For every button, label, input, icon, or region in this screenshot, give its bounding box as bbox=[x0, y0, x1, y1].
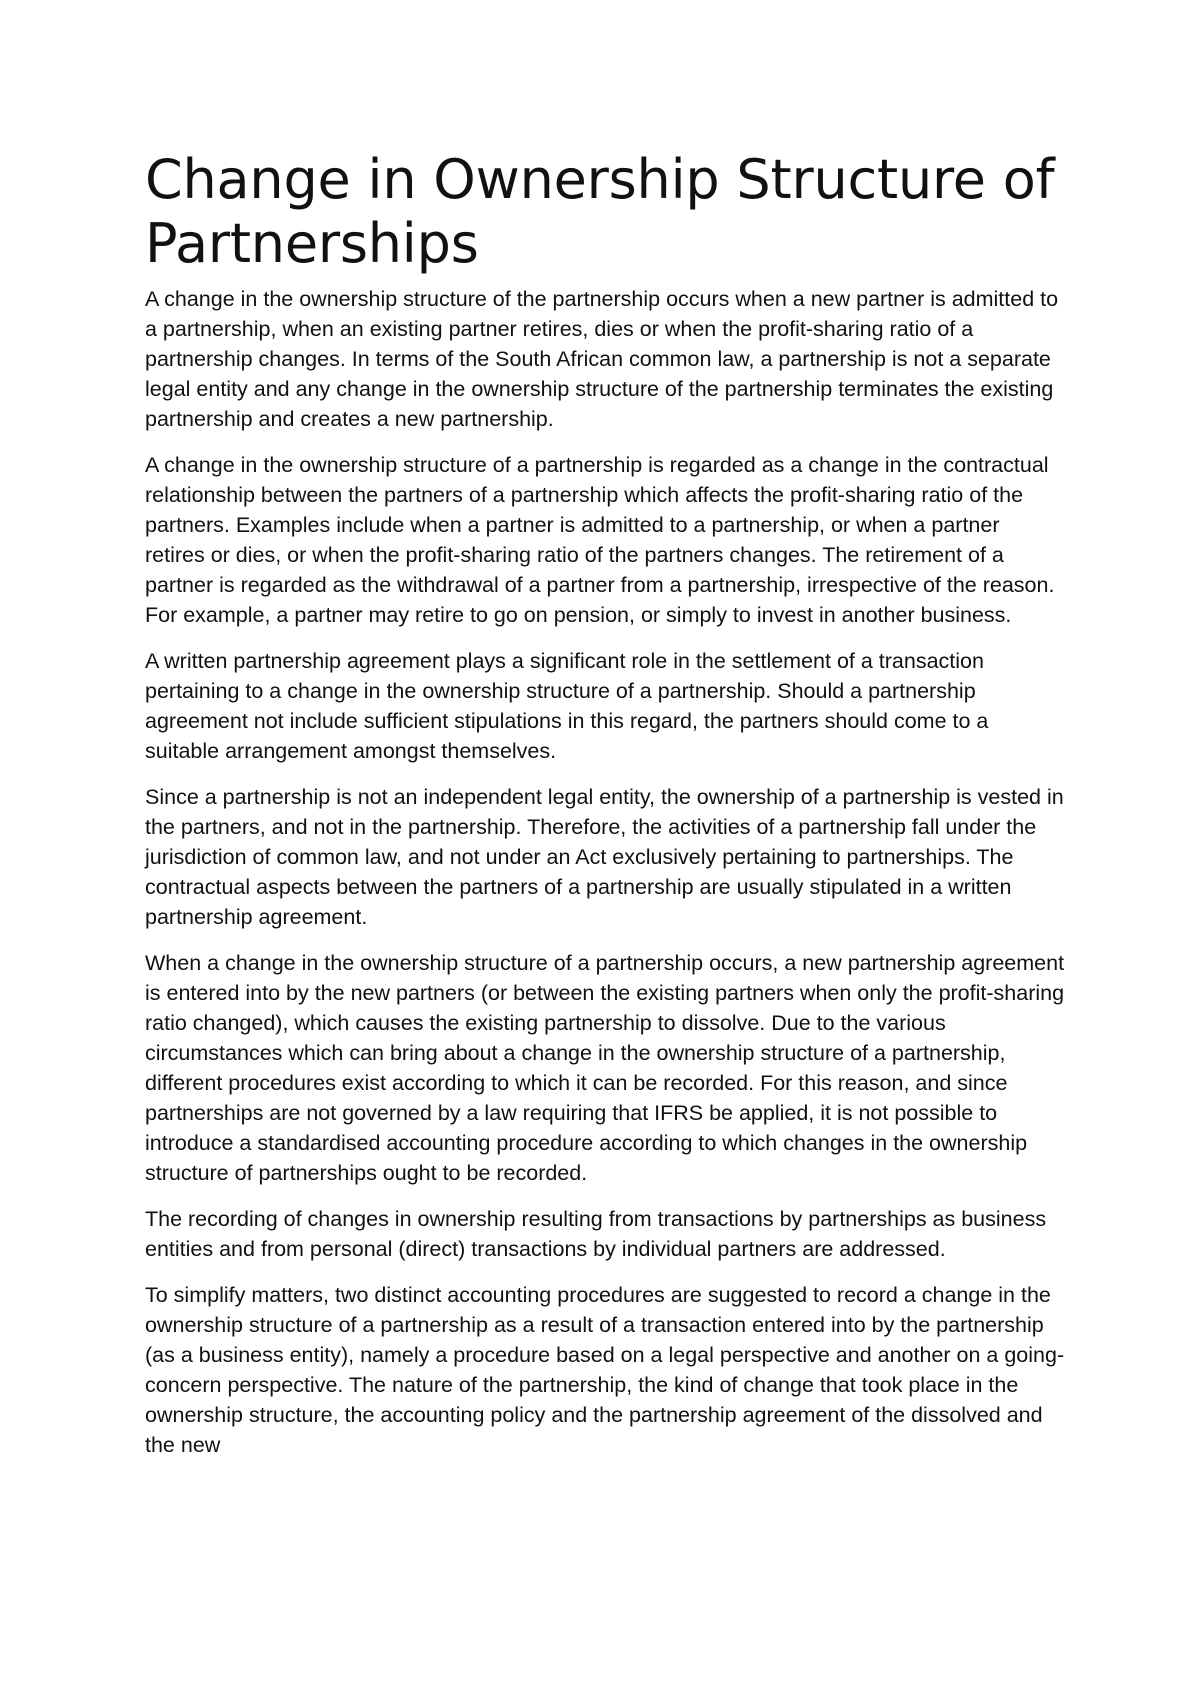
paragraph-written-agreement: A written partnership agreement plays a significant role in the settlement of a transaction pertaining to a change in the ownership structure of a partnership. Should a partnership agreement not include sufficient stipulations in this regard, the partners should come to a suitable arrangement amongst themselves. bbox=[145, 649, 989, 763]
paragraph-accounting-procedures: To simplify matters, two distinct accounting procedures are suggested to record a change in the ownership structure of a partnership as a result of a transaction entered into by the partnership (as a business entity), namely a procedure based on a legal perspective and another on a going-concern perspective. The nature of the partnership, the kind of change that took place in the ownership structure, the accounting policy and the partnership agreement of the dissolved and the new bbox=[145, 1283, 1065, 1457]
paragraph-contractual-relationship: A change in the ownership structure of a partnership is regarded as a change in the contractual relationship between the partners of a partnership which affects the profit-sharing ratio of the partners. Examples include when a partner is admitted to a partnership, or when a partner retires or dies, or when the profit-sharing ratio of the partners changes. The retirement of a partner is regarded as the withdrawal of a partner from a partnership, irrespective of the reason. For example, a partner may retire to go on pension, or simply to invest in another business. bbox=[145, 453, 1055, 627]
paragraph-new-agreement: When a change in the ownership structure of a partnership occurs, a new partnership agreement is entered into by the new partners (or between the existing partners when only the profit-sharing ratio changed), which causes the existing partnership to dissolve. Due to the various circumstances which can bring about a change in the ownership structure of a partnership, different procedures exist according to which it can be recorded. For this reason, and since partnerships are not governed by a law requiring that IFRS be applied, it is not possible to introduce a standardised accounting procedure according to which changes in the ownership structure of partnerships ought to be recorded. bbox=[145, 951, 1065, 1185]
paragraph-legal-entity: Since a partnership is not an independent legal entity, the ownership of a partnership is vested in the partners, and not in the partnership. Therefore, the activities of a partnership fall under the jurisdiction of common law, and not under an Act exclusively pertaining to partnerships. The contractual aspects between the partners of a partnership are usually stipulated in a written partnership agreement. bbox=[145, 785, 1064, 929]
document-title: Change in Ownership Structure of Partnerships bbox=[145, 148, 1055, 275]
paragraph-recording-changes: The recording of changes in ownership resulting from transactions by partnerships as business entities and from personal (direct) transactions by individual partners are addressed. bbox=[145, 1207, 1047, 1261]
paragraph-ownership-change-definition: A change in the ownership structure of the partnership occurs when a new partner is admitted to a partnership, when an existing partner retires, dies or when the profit-sharing ratio of a partnership changes. In terms of the South African common law, a partnership is not a separate legal entity and any change in the ownership structure of the partnership terminates the existing partnership and creates a new partnership. bbox=[145, 287, 1059, 431]
document-body bbox=[145, 148, 1065, 1476]
